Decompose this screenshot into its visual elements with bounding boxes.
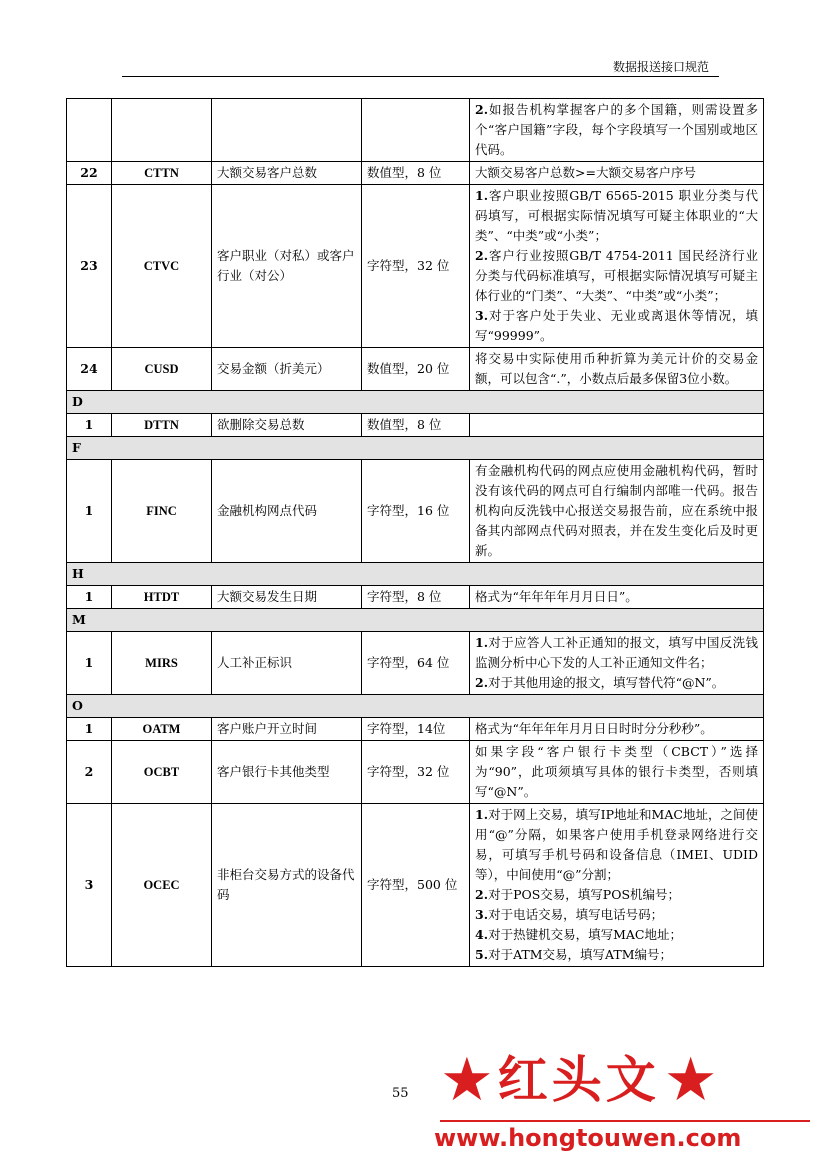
item-number: 3. (475, 907, 489, 922)
star-icon: ★ (440, 1045, 494, 1115)
field-type: 字符型，32 位 (362, 741, 470, 804)
page-header-title: 数据报送接口规范 (612, 60, 709, 74)
field-number: 23 (67, 185, 112, 348)
field-code: HTDT (112, 586, 212, 609)
item-text: 对于应答人工补正通知的报文，填写中国反洗钱监测分析中心下发的人工补正通知文件名； (475, 635, 758, 670)
table-row (67, 460, 764, 563)
item-text: 将交易中实际使用币种折算为美元计价的交易金额，可以包含“.”，小数点后最多保留3位小数。 (475, 351, 758, 386)
field-name: 大额交易发生日期 (212, 586, 362, 609)
item-number: 3. (475, 308, 489, 323)
description-item (475, 633, 758, 673)
field-type: 字符型，16 位 (362, 460, 470, 563)
field-name: 客户职业（对私）或客户行业（对公） (212, 185, 362, 348)
field-description (470, 185, 764, 348)
field-code: DTTN (112, 414, 212, 437)
description-item (475, 805, 758, 885)
item-text: 对于网上交易，填写IP地址和MAC地址，之间使用“@”分隔，如果客户使用手机登录网络进行交易，可填写手机号码和设备信息（IMEI、UDID等），中间使用“@”分割； (475, 807, 758, 882)
watermark-rule (440, 1120, 810, 1122)
field-number (67, 99, 112, 162)
field-number: 3 (67, 804, 112, 967)
description-item (475, 885, 758, 905)
field-name (212, 99, 362, 162)
table-row (67, 632, 764, 695)
table-row (67, 804, 764, 967)
table-row (67, 741, 764, 804)
description-item (475, 673, 758, 693)
field-type: 字符型，8 位 (362, 586, 470, 609)
field-name: 欲删除交易总数 (212, 414, 362, 437)
field-name: 金融机构网点代码 (212, 460, 362, 563)
field-type: 数值型，8 位 (362, 162, 470, 185)
field-code: OATM (112, 718, 212, 741)
item-number: 4. (475, 927, 489, 942)
field-name: 大额交易客户总数 (212, 162, 362, 185)
item-number: 1. (475, 635, 489, 650)
description-item (475, 587, 758, 607)
description-item (475, 306, 758, 346)
field-number: 1 (67, 414, 112, 437)
section-label: O (67, 695, 764, 718)
item-text: 对于ATM交易，填写ATM编号； (488, 947, 673, 962)
field-number: 24 (67, 348, 112, 391)
description-item (475, 905, 758, 925)
field-number: 1 (67, 586, 112, 609)
item-text: 对于POS交易，填写POS机编号； (488, 887, 681, 902)
item-number: 2. (475, 248, 489, 263)
field-type: 字符型，64 位 (362, 632, 470, 695)
item-text: 客户职业按照GB/T 6565-2015 职业分类与代码填写，可根据实际情况填写可疑主体职业的“大类”、“中类”或“小类”； (475, 188, 758, 243)
page-number: 55 (392, 1086, 409, 1101)
item-text: 如果字段“客户银行卡类型（CBCT）”选择为“90”，此项须填写具体的银行卡类型，否则填写“@N”。 (475, 744, 758, 799)
field-code: CUSD (112, 348, 212, 391)
table-row (67, 586, 764, 609)
section-label: M (67, 609, 764, 632)
item-number: 1. (475, 807, 489, 822)
watermark-logo (440, 1045, 800, 1115)
field-description (470, 741, 764, 804)
field-name: 客户账户开立时间 (212, 718, 362, 741)
item-text: 客户行业按照GB/T 4754-2011 国民经济行业分类与代码标准填写，可根据实际情况填写可疑主体行业的“门类”、“大类”、“中类”或“小类”； (475, 248, 758, 303)
section-label: F (67, 437, 764, 460)
field-description (470, 718, 764, 741)
section-label: D (67, 391, 764, 414)
section-row (67, 563, 764, 586)
item-number: 2. (475, 102, 489, 117)
item-number: 5. (475, 947, 489, 962)
field-name: 客户银行卡其他类型 (212, 741, 362, 804)
field-code: MIRS (112, 632, 212, 695)
field-number: 1 (67, 460, 112, 563)
watermark-text: 红头文 (497, 1051, 660, 1109)
field-type: 数值型，20 位 (362, 348, 470, 391)
description-item (475, 719, 758, 739)
section-row (67, 695, 764, 718)
field-code: CTTN (112, 162, 212, 185)
field-type (362, 99, 470, 162)
item-text: 有金融机构代码的网点应使用金融机构代码，暂时没有该代码的网点可自行编制内部唯一代码。报告机构向反洗钱中心报送交易报告前，应在系统中报备其内部网点代码对照表，并在发生变化后及时更新。 (475, 463, 758, 558)
section-row (67, 609, 764, 632)
header-rule (122, 76, 719, 77)
description-item (475, 742, 758, 802)
table-row (67, 348, 764, 391)
description-item (475, 461, 758, 561)
table-row (67, 162, 764, 185)
item-number: 1. (475, 188, 489, 203)
field-description (470, 460, 764, 563)
watermark-url: www.hongtouwen.com (434, 1124, 742, 1152)
item-text: 如报告机构掌握客户的多个国籍，则需设置多个“客户国籍”字段，每个字段填写一个国别或地区代码。 (475, 102, 758, 157)
section-label: H (67, 563, 764, 586)
field-description (470, 99, 764, 162)
item-text: 对于电话交易，填写电话号码； (488, 907, 664, 922)
item-text: 格式为“年年年年月月日日”。 (475, 589, 638, 604)
field-type: 字符型，500 位 (362, 804, 470, 967)
field-code: FINC (112, 460, 212, 563)
field-name: 人工补正标识 (212, 632, 362, 695)
description-item (475, 945, 758, 965)
field-number: 1 (67, 718, 112, 741)
table-row (67, 414, 764, 437)
field-name: 交易金额（折美元） (212, 348, 362, 391)
field-name: 非柜台交易方式的设备代码 (212, 804, 362, 967)
item-text: 对于客户处于失业、无业或离退休等情况，填写“99999”。 (475, 308, 758, 343)
field-description (470, 162, 764, 185)
item-text: 对于其他用途的报文，填写替代符“@N”。 (488, 675, 725, 690)
field-description (470, 348, 764, 391)
description-item (475, 246, 758, 306)
item-text: 大额交易客户总数>=大额交易客户序号 (475, 165, 696, 180)
field-type: 数值型，8 位 (362, 414, 470, 437)
field-description (470, 414, 764, 437)
table-row (67, 718, 764, 741)
field-code (112, 99, 212, 162)
field-type: 字符型，32 位 (362, 185, 470, 348)
field-code: OCEC (112, 804, 212, 967)
table-row (67, 185, 764, 348)
item-number: 2. (475, 887, 489, 902)
description-item (475, 925, 758, 945)
field-description (470, 804, 764, 967)
section-row (67, 437, 764, 460)
field-spec-table (66, 98, 764, 967)
star-icon: ★ (663, 1045, 718, 1115)
field-type: 字符型，14位 (362, 718, 470, 741)
field-number: 2 (67, 741, 112, 804)
description-item (475, 349, 758, 389)
description-item (475, 186, 758, 246)
item-text: 对于热键机交易，填写MAC地址； (488, 927, 682, 942)
field-code: CTVC (112, 185, 212, 348)
item-text: 格式为“年年年年月月日日时时分分秒秒”。 (475, 721, 713, 736)
field-number: 1 (67, 632, 112, 695)
description-item (475, 163, 758, 183)
table-row (67, 99, 764, 162)
item-number: 2. (475, 675, 489, 690)
field-code: OCBT (112, 741, 212, 804)
field-description (470, 632, 764, 695)
description-item (475, 100, 758, 160)
section-row (67, 391, 764, 414)
field-description (470, 586, 764, 609)
field-number: 22 (67, 162, 112, 185)
